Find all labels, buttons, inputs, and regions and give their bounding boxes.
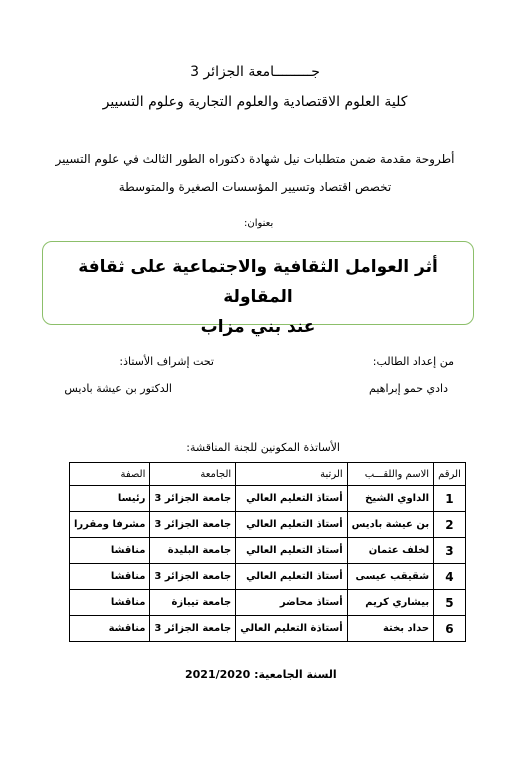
thesis-specialty: تخصص اقتصاد وتسيير المؤسسات الصغيرة والمتوسطة bbox=[118, 180, 392, 194]
supervisor-name: الدكتور بن عيشة باديس bbox=[64, 382, 172, 395]
member-name: بيشاري كريم bbox=[347, 590, 433, 616]
academic-year: السنة الجامعية: 2021/2020 bbox=[185, 668, 337, 681]
table-row bbox=[70, 616, 466, 642]
member-rank: أستاذ التعليم العالي bbox=[236, 512, 347, 538]
member-role: مناقشا bbox=[70, 538, 150, 564]
row-number: 5 bbox=[434, 590, 466, 616]
header-university: الجامعة bbox=[150, 463, 236, 486]
committee-title: الأساتذة المكونين للجنة المناقشة: bbox=[186, 441, 340, 454]
header-rank: الرتبة bbox=[236, 463, 347, 486]
table-row bbox=[70, 564, 466, 590]
member-university: جامعة الجزائر 3 bbox=[150, 512, 236, 538]
member-rank: أستاذ التعليم العالي bbox=[236, 486, 347, 512]
member-rank: أستاذة التعليم العالي bbox=[236, 616, 347, 642]
student-name: دادي حمو إبراهيم bbox=[369, 382, 448, 395]
supervisor-label: تحت إشراف الأستاذ: bbox=[119, 355, 214, 368]
member-name: شقيقب عيسى bbox=[347, 564, 433, 590]
committee-header-row bbox=[70, 463, 466, 486]
member-role: مناقشا bbox=[70, 590, 150, 616]
member-name: الداوي الشيخ bbox=[347, 486, 433, 512]
member-name: لخلف عثمان bbox=[347, 538, 433, 564]
member-university: جامعة البليدة bbox=[150, 538, 236, 564]
member-rank: أستاذ التعليم العالي bbox=[236, 564, 347, 590]
member-name: حداد بختة bbox=[347, 616, 433, 642]
member-university: جامعة الجزائر 3 bbox=[150, 486, 236, 512]
table-row bbox=[70, 486, 466, 512]
member-role: مناقشة bbox=[70, 616, 150, 642]
header-role: الصفة bbox=[70, 463, 150, 486]
thesis-title-box bbox=[42, 241, 474, 337]
member-role: مناقشا bbox=[70, 564, 150, 590]
member-rank: أستاذ محاضر bbox=[236, 590, 347, 616]
row-number: 2 bbox=[434, 512, 466, 538]
table-row bbox=[70, 590, 466, 616]
member-role: مشرفا ومقررا bbox=[70, 512, 150, 538]
member-rank: أستاذ التعليم العالي bbox=[236, 538, 347, 564]
row-number: 6 bbox=[434, 616, 466, 642]
row-number: 4 bbox=[434, 564, 466, 590]
header-name: الاسم واللقـــب bbox=[347, 463, 433, 486]
entitled-label: بعنوان: bbox=[244, 218, 274, 229]
committee-table bbox=[69, 462, 466, 642]
member-university: جامعة الجزائر 3 bbox=[150, 564, 236, 590]
table-row bbox=[70, 512, 466, 538]
university-name: جـــــــــامعة الجزائر 3 bbox=[190, 64, 320, 80]
table-row bbox=[70, 538, 466, 564]
member-university: جامعة تيبازة bbox=[150, 590, 236, 616]
prepared-by-label: من إعداد الطالب: bbox=[372, 355, 454, 368]
row-number: 3 bbox=[434, 538, 466, 564]
faculty-name: كلية العلوم الاقتصادية والعلوم التجارية وعلوم التسيير bbox=[102, 94, 408, 110]
header-number: الرقم bbox=[434, 463, 466, 486]
member-name: بن عيشة باديس bbox=[347, 512, 433, 538]
thesis-title-line2: عند بني مزاب bbox=[200, 317, 316, 337]
thesis-title-line1: أثر العوامل الثقافية والاجتماعية على ثقافة المقاولة bbox=[78, 257, 438, 307]
member-role: رئيسا bbox=[70, 486, 150, 512]
thesis-description: أطروحة مقدمة ضمن متطلبات نيل شهادة دكتوراه الطور الثالث في علوم التسيير bbox=[55, 152, 455, 166]
row-number: 1 bbox=[434, 486, 466, 512]
member-university: جامعة الجزائر 3 bbox=[150, 616, 236, 642]
